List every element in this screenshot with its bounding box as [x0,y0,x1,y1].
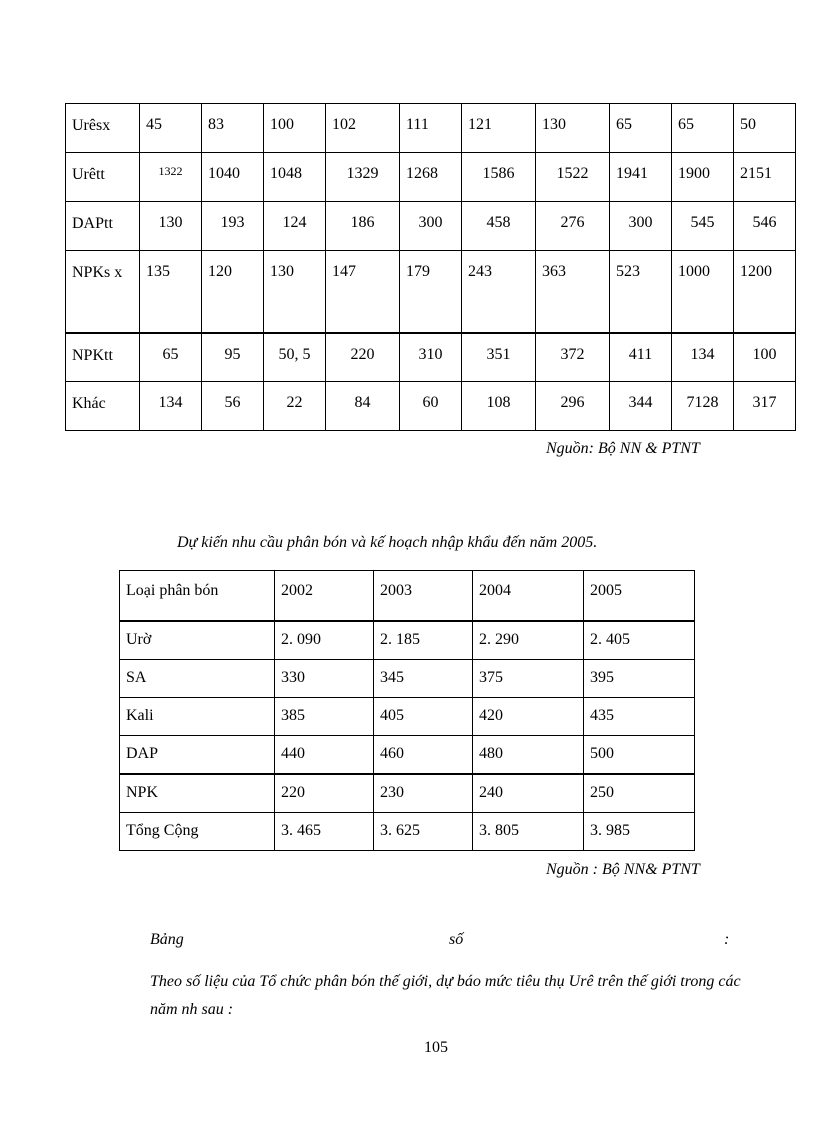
table-cell: 330 [275,660,374,698]
table-cell: 102 [326,104,400,153]
table-cell: 3. 625 [374,813,473,851]
table-cell: 2. 090 [275,621,374,660]
table-cell: Tổng Cộng [120,813,275,851]
table-cell: 372 [536,333,610,382]
table-cell: 100 [734,333,796,382]
table-cell: 65 [140,333,202,382]
table-cell: 296 [536,382,610,431]
table-cell: 83 [202,104,264,153]
table-cell: 56 [202,382,264,431]
table-cell: 420 [473,698,584,736]
table-cell: 1941 [610,153,672,202]
table-cell: 500 [584,736,695,774]
table-cell: 130 [536,104,610,153]
row-label: Khác [66,382,140,431]
row-label: NPKtt [66,333,140,382]
table-cell: DAP [120,736,275,774]
column-header: Loại phân bón [120,571,275,621]
body-paragraph: Theo số liệu của Tổ chức phân bón thế giới, dự báo mức tiêu thụ Urê trên thế giới trong các năm nh sau : [150,973,741,1018]
table-cell: SA [120,660,275,698]
table-cell: 345 [374,660,473,698]
table-cell: 1522 [536,153,610,202]
table-cell: 405 [374,698,473,736]
table-row [66,104,796,153]
table-caption: Dự kiến nhu cầu phân bón và kế hoạch nhập khẩu đến năm 2005. [177,534,598,551]
table-row [66,202,796,251]
table-cell: 1040 [202,153,264,202]
row-label: DAPtt [66,202,140,251]
table-cell: 50 [734,104,796,153]
table-cell: 351 [462,333,536,382]
table-cell: Urờ [120,621,275,660]
table-cell: 147 [326,251,400,333]
table-row [120,621,695,660]
column-header: 2003 [374,571,473,621]
table-cell: 124 [264,202,326,251]
table-cell: 2151 [734,153,796,202]
page-number: 105 [424,1039,448,1056]
table-cell: 179 [400,251,462,333]
table-cell: 22 [264,382,326,431]
table-cell: Kali [120,698,275,736]
table-row [120,774,695,813]
import-plan-table [119,570,695,851]
table-row [66,251,796,333]
table-cell: 546 [734,202,796,251]
table-cell: 2. 185 [374,621,473,660]
row-label: Urêtt [66,153,140,202]
table-cell: 7128 [672,382,734,431]
table-cell: 100 [264,104,326,153]
table-cell: 385 [275,698,374,736]
table-cell: 300 [400,202,462,251]
table-cell: 3. 985 [584,813,695,851]
table-row [120,813,695,851]
table-cell: 310 [400,333,462,382]
table-cell: 243 [462,251,536,333]
table-cell: 45 [140,104,202,153]
table-cell: 411 [610,333,672,382]
table-cell: 193 [202,202,264,251]
fertilizer-stats-table [65,103,796,431]
table-cell: 1200 [734,251,796,333]
table-cell: 84 [326,382,400,431]
table-cell: 1586 [462,153,536,202]
table-cell: 1268 [400,153,462,202]
table-row [120,660,695,698]
cell-value: 1322 [158,164,183,178]
table-cell: 276 [536,202,610,251]
table-cell: 1329 [326,153,400,202]
table-cell: 363 [536,251,610,333]
table-cell: 230 [374,774,473,813]
source-note: Nguồn : Bộ NN& PTNT [546,861,700,878]
so-word: số [449,931,464,948]
table-row [66,382,796,431]
table-cell: 65 [610,104,672,153]
table-cell: 135 [140,251,202,333]
table-cell: 50, 5 [264,333,326,382]
row-label: NPKs x [66,251,140,333]
column-header: 2004 [473,571,584,621]
table-cell: 460 [374,736,473,774]
table-row [120,698,695,736]
bang-word: Bảng [150,931,184,948]
table-cell: 1900 [672,153,734,202]
table-cell: 108 [462,382,536,431]
table-cell: 545 [672,202,734,251]
table-cell: 523 [610,251,672,333]
table-cell: 458 [462,202,536,251]
table-cell: 1048 [264,153,326,202]
table-cell: 120 [202,251,264,333]
table-cell: 95 [202,333,264,382]
table-row [66,333,796,382]
table-cell: 440 [275,736,374,774]
table-cell: 375 [473,660,584,698]
table-cell: 65 [672,104,734,153]
table-cell [140,153,202,202]
table-cell: NPK [120,774,275,813]
table-cell: 134 [140,382,202,431]
table-cell: 480 [473,736,584,774]
row-label: Urêsx [66,104,140,153]
table-cell: 240 [473,774,584,813]
table-header-row [120,571,695,621]
table-row [66,153,796,202]
column-header: 2002 [275,571,374,621]
table-cell: 300 [610,202,672,251]
table-cell: 250 [584,774,695,813]
table-cell: 130 [140,202,202,251]
table-cell: 134 [672,333,734,382]
source-note: Nguồn: Bộ NN & PTNT [546,440,700,457]
table-cell: 186 [326,202,400,251]
table-cell: 3. 805 [473,813,584,851]
table-cell: 2. 290 [473,621,584,660]
table-cell: 130 [264,251,326,333]
table-cell: 344 [610,382,672,431]
colon-mark: : [724,931,730,948]
table-cell: 60 [400,382,462,431]
table-row [120,736,695,774]
table-cell: 2. 405 [584,621,695,660]
table-cell: 317 [734,382,796,431]
table-cell: 111 [400,104,462,153]
table-cell: 121 [462,104,536,153]
column-header: 2005 [584,571,695,621]
table-cell: 220 [275,774,374,813]
table-cell: 1000 [672,251,734,333]
table-cell: 395 [584,660,695,698]
table-cell: 435 [584,698,695,736]
table-cell: 3. 465 [275,813,374,851]
table-cell: 220 [326,333,400,382]
